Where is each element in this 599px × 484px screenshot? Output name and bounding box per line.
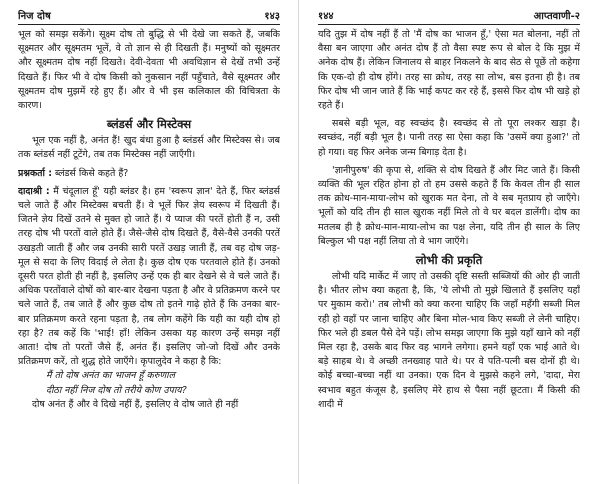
question-label: प्रश्नकर्ता : bbox=[18, 167, 52, 179]
right-header-title: आप्तवाणी-२ bbox=[533, 11, 580, 22]
left-page-header bbox=[18, 6, 280, 25]
right-paragraph-three: 'ज्ञानीपुरुष' की कृपा से, शक्ति से दोष दिखते हैं और मिट जाते हैं। किसी व्यक्ति की भूल रहित होना हो तो हम उससे कहते हैं कि केवल तीन ही साल तक क्रोध-मान-माया-लोभ को खुराक मत देना, तो वे सब मृतप्राय हो जाएँगे। भूलों को यदि तीन ही साल खुराक नहीं मिले तो वे घर बदल डालेंगी। दोष का मतलब ही है क्रोध-मान-माया-लोभ का पक्ष लेना, यदि तीन ही साल के लिए बिल्कुल भी पक्ष नहीं लिया तो वे भाग जाएँगे। bbox=[318, 164, 580, 247]
left-intro-paragraph: भूल एक नहीं है, अनंत हैं! खुद बंधा हुआ है ब्लंडर्स और मिस्टेक्स से। जब तक ब्लंडर्स नहीं टूटेंगे, तब तक मिस्टेक्स नहीं जाएँगी। bbox=[18, 135, 280, 161]
right-page-number: १४४ bbox=[318, 11, 334, 22]
right-page-header bbox=[318, 6, 580, 25]
verse-line-1: मैं तो दोष अनंत का भाजन हूँ करुणाल bbox=[46, 370, 175, 382]
answer-text: मैं चंदूलाल हूँ' यही ब्लंडर है। हम 'स्वरूप ज्ञान' देते हैं, फिर ब्लंडर्स चले जाते हैं और मिस्टेक्स बचती हैं। वे भूलें फिर ज्ञेय स्वरूप में दिखती हैं। जितने ज्ञेय दिखें उतने से मुक्त हो जाते हैं। ये प्याज की परतें होती हैं न, उसी तरह दोष भी परतों वाले होते हैं। जैसे-जैसे दोष दिखते हैं, वैसे-वैसे उनकी परतें उखड़ती जाती हैं और जब उनकी सारी परतें उखड़ जाती हैं, तब वह दोष जड़-मूल से सदा के लिए विदाई ले लेता है। कुछ दोष एक परतवाले होते हैं। उनको दूसरी परत होती ही नहीं है, इसलिए उन्हें एक ही बार देखने से वे चले जाते हैं। अधिक परतोंवाले दोषों को बार-बार देखना पड़ता है और वे प्रतिक्रमण करने पर चले जाते हैं, तब जाते हैं और कुछ दोष तो इतने गाढ़े होते हैं कि उनका बार-बार प्रतिक्रमण करते रहना पड़ता है, तब लोग कहेंगे कि यही का यही दोष हो रहा है? तब कहें कि 'भाई! हाँ! लेकिन उसका यह कारण उन्हें समझ नहीं आता! दोष तो परतों जैसे हैं, अनंत हैं। इसलिए जो-जो दिखें और उनके प्रतिक्रमण करें, तो शुद्ध होते जाएँगे। कृपालुदेव ने कहा है कि: bbox=[18, 185, 280, 368]
verse-line-2: दीठा नहीं निज दोष तो तरीये कोण उपाय? bbox=[46, 384, 187, 396]
left-page-number: १४३ bbox=[264, 11, 280, 22]
answer-label: दादाश्री : bbox=[18, 185, 50, 197]
question-text: ब्लंडर्स किसे कहते हैं? bbox=[54, 167, 129, 179]
left-opening-paragraph: भूल को समझ सकेंगे। सूक्ष्म दोष तो बुद्धि से भी देखे जा सकते हैं, जबकि सूक्ष्मतर और सूक्ष्मतम भूलें, वे तो ज्ञान से ही दिखती हैं। मनुष्यों को सूक्ष्मतर और सूक्ष्मतम दोष नहीं दिखते। देवी-देवता भी अवधिज्ञान से देखें तभी उन्हें दिखते हैं। फिर भी वे दोष किसी को नुकसान नहीं पहुँचाते, वैसे सूक्ष्मतर और सूक्ष्मतम दोष मुझमें रहे हुए हैं। और वे भी इस कलिकाल की विचित्रता के कारण। bbox=[18, 29, 280, 112]
right-opening-paragraph: यदि तुझ में दोष नहीं हैं तो 'मैं दोष का भाजन हूँ,' ऐसा मत बोलना, नहीं तो वैसा बन जाएगा और अनंत दोष हैं तो वैसा स्पष्ट रूप से बोल दे कि मुझ में अनेक दोष हैं। लेकिन जिनालय से बाहर निकलने के बाद सेठ से पूछें तो कहेगा कि एक-दो ही दोष होंगे। तरह सा क्रोध, तरह सा लोभ, बस इतना ही है। तब फिर दोष भी जान जाते हैं कि भाई कपट कर रहे हैं, इससे फिर दोष भी खड़े हो रहते हैं। bbox=[318, 29, 580, 112]
book-gutter bbox=[298, 0, 299, 484]
left-page bbox=[18, 0, 280, 484]
right-page bbox=[318, 0, 580, 484]
question-block bbox=[18, 167, 280, 181]
left-closing-line: दोष अनंत हैं और वे दिखे नहीं हैं, इसलिए वे दोष जाते ही नहीं bbox=[32, 398, 239, 410]
answer-block bbox=[18, 185, 280, 370]
right-section-title: लोभी की प्रकृति bbox=[415, 253, 483, 268]
right-paragraph-four: लोभी यदि मार्केट में जाए तो उसकी दृष्टि सस्ती सब्जियों की ओर ही जाती है। भीतर लोभ क्या कहता है, कि, 'ये लोभी तो मुझे खिलाते हैं इसलिए यहाँ पर मुकाम करो।' तब लोभी को क्या करना चाहिए कि जहाँ महँगी सब्जी मिल रही हो वहाँ पर जाना चाहिए और बिना मोल-भाव किए सब्जी ले लेनी चाहिए। फिर भले ही डबल पैसे देने पड़ें। लोभ समझ जाएगा कि मुझे यहाँ खाने को नहीं मिल रहा है, उसके बाद फिर वह भागने लगेगा। हमने यहाँ एक भाई आते थे। बड़े साहब थे। वे अच्छी तनख्वाह पाते थे। पर वे पति-पत्नी बस दोनों ही थे। कोई बच्चा-बच्चा नहीं था उनका। एक दिन वे मुझसे कहने लगे, 'दादा, मेरा स्वभाव बहुत कंजूस है, इसलिए मेरे हाथ से पैसा नहीं छूटता। मैं किसी की शादी में bbox=[318, 271, 580, 410]
left-section-title: ब्लंडर्स और मिस्टेक्स bbox=[106, 117, 192, 132]
right-paragraph-two: सबसे बड़ी भूल, वह स्वच्छंद है। स्वच्छंद से तो पूरा लश्कर खड़ा है। स्वच्छंद, नहीं बड़ी भूल है। पानी तरह सा ऐसा कहा कि 'उसमें क्या हुआ?' तो हो गया। वह फिर अनेक जन्म बिगाड़ देता है। bbox=[318, 118, 580, 158]
left-header-title: निज दोष bbox=[18, 11, 51, 22]
